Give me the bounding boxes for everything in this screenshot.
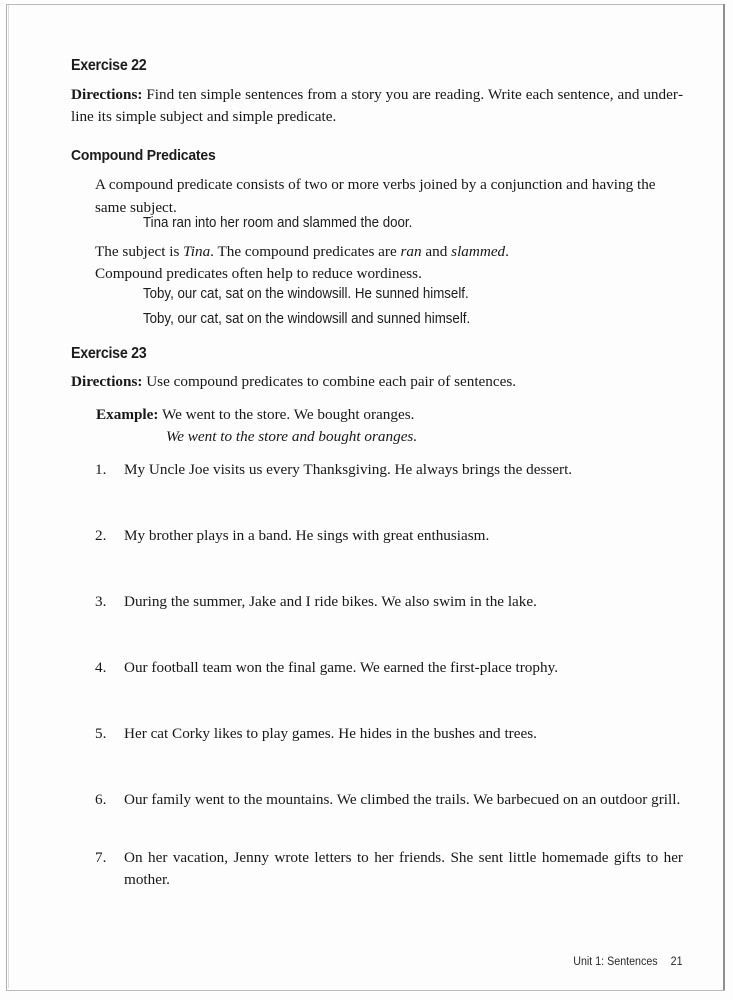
item-text: Her cat Corky likes to play games. He hides in the bushes and trees. [124,725,537,742]
compound-predicates-sample-3: Toby, our cat, sat on the windowsill and sunned himself. [143,311,471,327]
item-number: 3. [95,593,107,610]
exercise-22-directions-label: Directions: [71,86,143,103]
exercise-22-heading: Exercise 22 [71,57,147,74]
item-number: 2. [95,527,107,544]
example-answer-line: We went to the store and bought oranges. [166,428,418,445]
item-number: 4. [95,659,107,676]
footer-page-number: 21 [671,956,683,968]
practice-item-1 [95,459,683,481]
example-label: Example: [96,406,159,423]
compound-predicates-sample-2: Toby, our cat, sat on the windowsill. He sunned himself. [143,286,469,302]
exercise-22-directions [71,84,683,128]
item-number: 1. [95,461,107,478]
explanation-prefix: The subject is [95,243,184,260]
exercise-23-directions [71,371,683,393]
item-text: My brother plays in a band. He sings with great enthusiasm. [124,527,490,544]
compound-predicates-sample-1: Tina ran into her room and slammed the door. [143,215,413,231]
explanation-verb-2: slammed [451,243,506,260]
exercise-23-directions-label: Directions: [71,373,143,390]
compound-predicates-heading: Compound Predicates [71,147,216,164]
item-number: 6. [95,791,107,808]
page-footer [574,956,683,968]
example-given-line [96,404,686,426]
explanation-middle: . The compound predicates are [210,243,401,260]
item-text: My Uncle Joe visits us every Thanksgiving. He always brings the dessert. [124,461,573,478]
explanation-subject: Tina [183,243,211,260]
example-given-text: We went to the store. We bought oranges. [158,406,415,423]
item-text: During the summer, Jake and I ride bikes. We also swim in the lake. [124,593,537,610]
item-number: 5. [95,725,107,742]
item-text: Our football team won the final game. We earned the first-place trophy. [124,659,558,676]
practice-item-6 [95,789,683,811]
item-text: On her vacation, Jenny wrote letters to her friends. She sent little homemade gifts to her mother. [124,849,683,888]
compound-predicates-wordiness-note: Compound predicates often help to reduce wordiness. [95,265,422,282]
compound-predicates-explanation [95,240,683,263]
exercise-23-example [96,404,686,448]
practice-item-4 [95,657,683,679]
practice-item-2 [95,525,683,547]
practice-item-7 [95,847,683,891]
exercise-23-heading: Exercise 23 [71,345,147,362]
practice-item-5 [95,723,683,745]
item-text: Our family went to the mountains. We climbed the trails. We barbecued on an outdoor grill. [124,791,681,808]
explanation-conjunction: and [421,243,452,260]
explanation-verb-1: ran [400,243,422,260]
practice-item-3 [95,591,683,613]
footer-unit-label: Unit 1: Sentences [573,956,659,968]
compound-predicates-definition: A compound predicate consists of two or more verbs joined by a conjunction and having the same subject. [95,176,656,216]
item-number: 7. [95,849,107,866]
exercise-22-directions-text: Find ten simple sentences from a story you are reading. Write each sentence, and underline its simple subject and simple predicate. [71,86,683,125]
exercise-23-directions-text: Use compound predicates to combine each pair of sentences. [142,373,517,390]
explanation-suffix: . [505,243,509,260]
